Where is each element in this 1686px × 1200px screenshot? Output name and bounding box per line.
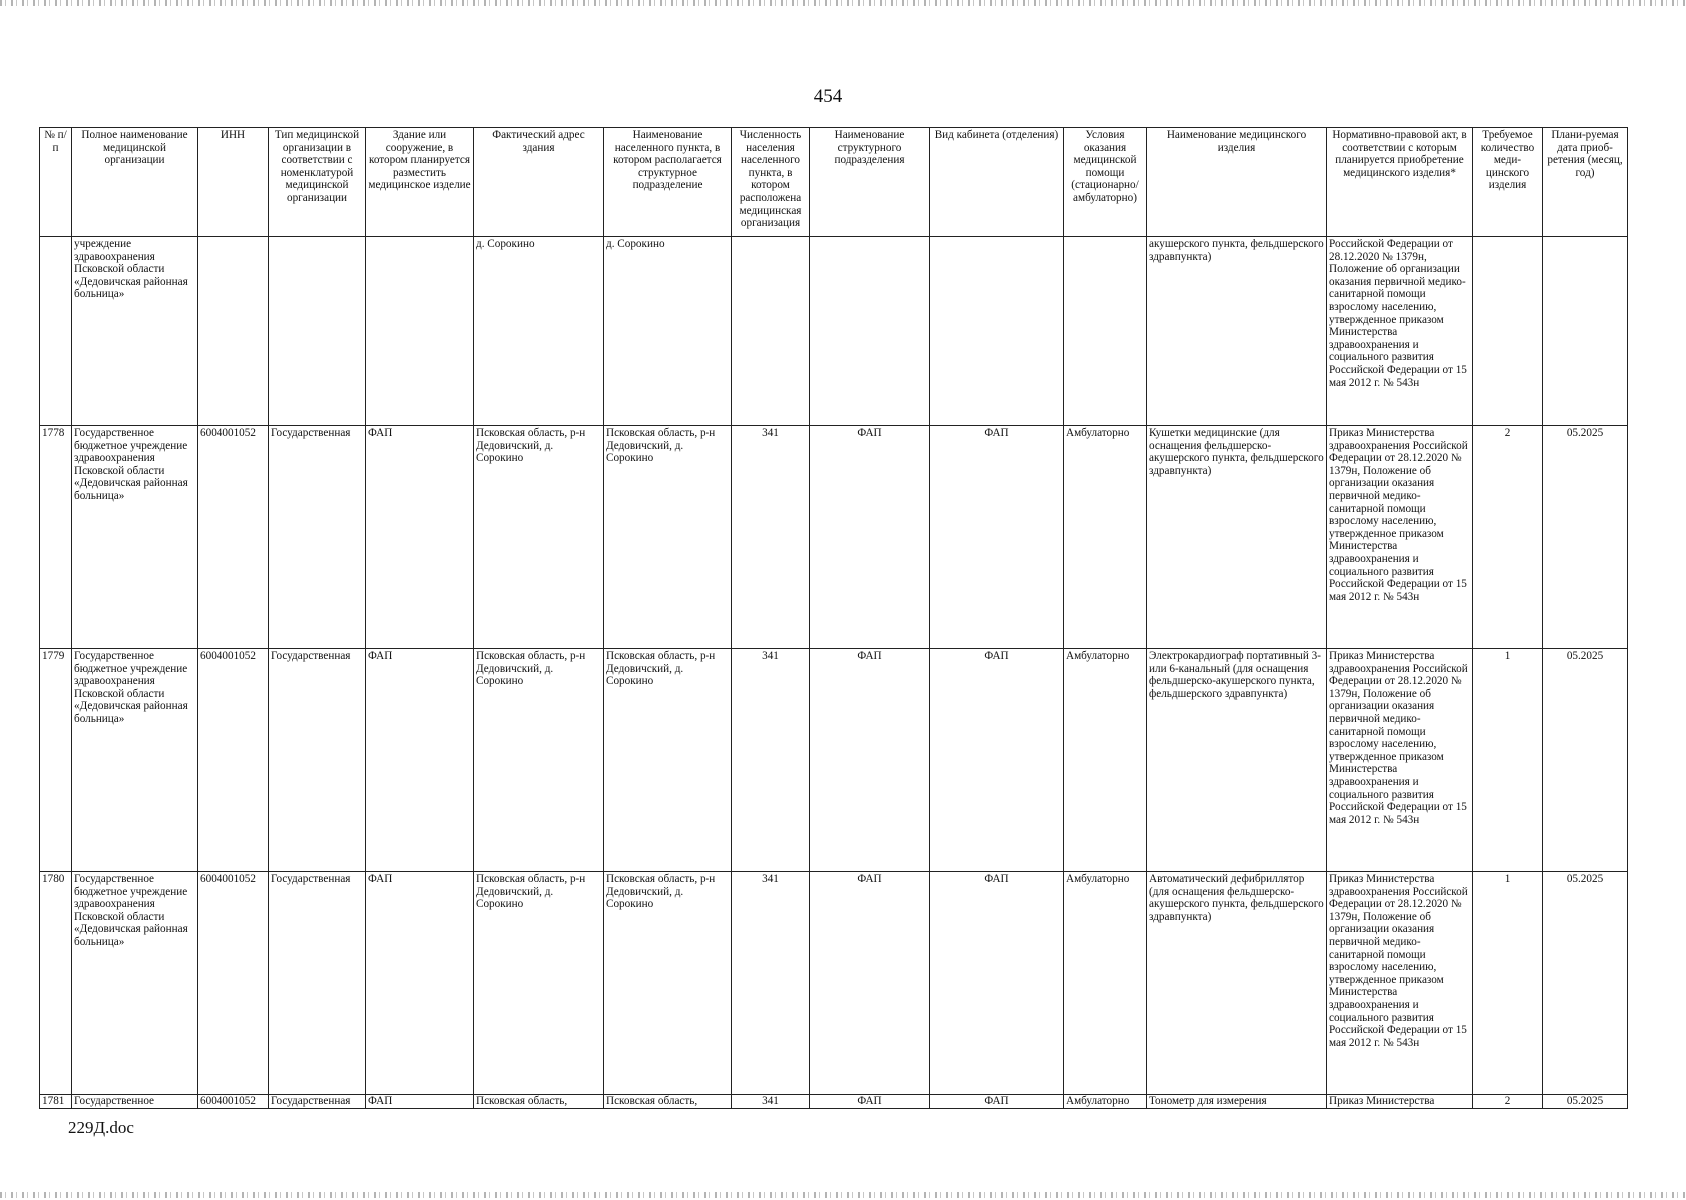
cell-qty: 2 (1473, 426, 1543, 649)
cell-unit: ФАП (810, 872, 930, 1095)
cell-type: Государственная (269, 426, 366, 649)
cell-num (40, 237, 72, 426)
header-type: Тип медицинской организации в соответствии с номенклатурой медицинской организации (269, 128, 366, 237)
cell-settlement: Псковская область, р-н Дедовичский, д. Сорокино (604, 426, 732, 649)
equipment-table (39, 127, 1628, 1109)
cell-qty: 1 (1473, 649, 1543, 872)
cell-building (366, 237, 474, 426)
cell-conditions: Амбулаторно (1064, 426, 1147, 649)
header-qty: Требуемое количество меди-цинского изделия (1473, 128, 1543, 237)
cell-type (269, 237, 366, 426)
cell-settlement: Псковская область, р-н Дедовичский, д. Сорокино (604, 649, 732, 872)
cell-building: ФАП (366, 426, 474, 649)
cell-population: 341 (732, 872, 810, 1095)
cell-conditions: Амбулаторно (1064, 649, 1147, 872)
page-number: 454 (813, 86, 843, 107)
header-building: Здание или сооружение, в котором планируется разместить медицинское изделие (366, 128, 474, 237)
header-cabinet: Вид кабинета (отделения) (930, 128, 1064, 237)
cell-cabinet: ФАП (930, 872, 1064, 1095)
header-date: Плани-руемая дата приоб-ретения (месяц, год) (1543, 128, 1628, 237)
cell-address: Псковская область, р-н Дедовичский, д. Сорокино (474, 426, 604, 649)
table-header-row (40, 128, 1628, 237)
cell-act: Приказ Министерства (1327, 1095, 1473, 1109)
cell-conditions (1064, 237, 1147, 426)
cell-inn: 6004001052 (198, 649, 269, 872)
cell-conditions: Амбулаторно (1064, 872, 1147, 1095)
header-address: Фактический адрес здания (474, 128, 604, 237)
cell-cabinet: ФАП (930, 426, 1064, 649)
cell-address: Псковская область, р-н Дедовичский, д. Сорокино (474, 649, 604, 872)
cell-building: ФАП (366, 1095, 474, 1109)
cell-unit: ФАП (810, 649, 930, 872)
cell-cabinet (930, 237, 1064, 426)
cell-unit: ФАП (810, 426, 930, 649)
cell-org: учреждение здравоохранения Псковской области «Дедовичская районная больница» (72, 237, 198, 426)
cell-building: ФАП (366, 649, 474, 872)
cell-type: Государственная (269, 649, 366, 872)
scan-edge-top (0, 0, 1686, 6)
scan-edge-bottom (0, 1192, 1686, 1198)
cell-population: 341 (732, 1095, 810, 1109)
cell-inn: 6004001052 (198, 1095, 269, 1109)
cell-device: Кушетки медицинские (для оснащения фельдшерско-акушерского пункта, фельдшерского здравпункта) (1147, 426, 1327, 649)
cell-date (1543, 237, 1628, 426)
cell-date: 05.2025 (1543, 872, 1628, 1095)
header-population: Численность населения населенного пункта, в котором расположена медицинская организация (732, 128, 810, 237)
cell-building: ФАП (366, 872, 474, 1095)
header-settlement: Наименование населенного пункта, в котором располагается структурное подразделение (604, 128, 732, 237)
cell-address: Псковская область, р-н Дедовичский, д. Сорокино (474, 872, 604, 1095)
cell-unit (810, 237, 930, 426)
header-org: Полное наименование медицинской организации (72, 128, 198, 237)
cell-inn (198, 237, 269, 426)
cell-inn: 6004001052 (198, 426, 269, 649)
cell-num: 1781 (40, 1095, 72, 1109)
cell-population: 341 (732, 426, 810, 649)
cell-conditions: Амбулаторно (1064, 1095, 1147, 1109)
table-row (40, 1095, 1628, 1109)
cell-date: 05.2025 (1543, 649, 1628, 872)
table-row (40, 237, 1628, 426)
document-filename: 229Д.doc (68, 1118, 134, 1137)
cell-act: Приказ Министерства здравоохранения Российской Федерации от 28.12.2020 № 1379н, Положение об организации оказания первичной медико-санитарной помощи взрослому населению, утвержденное приказом Министерства здравоохранения и социального развития Российской Федерации от 15 мая 2012 г. № 543н (1327, 426, 1473, 649)
cell-qty (1473, 237, 1543, 426)
cell-type: Государственная (269, 1095, 366, 1109)
cell-qty: 2 (1473, 1095, 1543, 1109)
header-unit: Наименование структурного подразделения (810, 128, 930, 237)
cell-settlement: д. Сорокино (604, 237, 732, 426)
cell-org: Государственное бюджетное учреждение здравоохранения Псковской области «Дедовичская районная больница» (72, 872, 198, 1095)
cell-device: Электрокардиограф портативный 3- или 6-канальный (для оснащения фельдшерско-акушерского пункта, фельдшерского здравпункта) (1147, 649, 1327, 872)
cell-act: Российской Федерации от 28.12.2020 № 1379н, Положение об организации оказания первичной медико-санитарной помощи взрослому населению, утвержденное приказом Министерства здравоохранения и социального развития Российской Федерации от 15 мая 2012 г. № 543н (1327, 237, 1473, 426)
header-inn: ИНН (198, 128, 269, 237)
cell-cabinet: ФАП (930, 1095, 1064, 1109)
cell-org: Государственное бюджетное учреждение здравоохранения Псковской области «Дедовичская районная больница» (72, 426, 198, 649)
cell-inn: 6004001052 (198, 872, 269, 1095)
cell-settlement: Псковская область, (604, 1095, 732, 1109)
cell-device: Автоматический дефибриллятор (для оснащения фельдшерско-акушерского пункта, фельдшерского здравпункта) (1147, 872, 1327, 1095)
cell-act: Приказ Министерства здравоохранения Российской Федерации от 28.12.2020 № 1379н, Положение об организации оказания первичной медико-санитарной помощи взрослому населению, утвержденное приказом Министерства здравоохранения и социального развития Российской Федерации от 15 мая 2012 г. № 543н (1327, 872, 1473, 1095)
table-row (40, 649, 1628, 872)
cell-device: Тонометр для измерения (1147, 1095, 1327, 1109)
cell-date: 05.2025 (1543, 1095, 1628, 1109)
cell-address: д. Сорокино (474, 237, 604, 426)
cell-qty: 1 (1473, 872, 1543, 1095)
cell-org: Государственное (72, 1095, 198, 1109)
header-num: № п/п (40, 128, 72, 237)
cell-num: 1778 (40, 426, 72, 649)
cell-device: акушерского пункта, фельдшерского здравпункта) (1147, 237, 1327, 426)
cell-population: 341 (732, 649, 810, 872)
cell-type: Государственная (269, 872, 366, 1095)
cell-unit: ФАП (810, 1095, 930, 1109)
cell-act: Приказ Министерства здравоохранения Российской Федерации от 28.12.2020 № 1379н, Положение об организации оказания первичной медико-санитарной помощи взрослому населению, утвержденное приказом Министерства здравоохранения и социального развития Российской Федерации от 15 мая 2012 г. № 543н (1327, 649, 1473, 872)
cell-num: 1780 (40, 872, 72, 1095)
cell-settlement: Псковская область, р-н Дедовичский, д. Сорокино (604, 872, 732, 1095)
cell-address: Псковская область, (474, 1095, 604, 1109)
header-conditions: Условия оказания медицинской помощи (стационарно/ амбулаторно) (1064, 128, 1147, 237)
cell-num: 1779 (40, 649, 72, 872)
cell-population (732, 237, 810, 426)
header-device: Наименование медицинского изделия (1147, 128, 1327, 237)
table-row (40, 872, 1628, 1095)
header-act: Нормативно-правовой акт, в соответствии с которым планируется приобретение медицинского изделия* (1327, 128, 1473, 237)
cell-date: 05.2025 (1543, 426, 1628, 649)
cell-cabinet: ФАП (930, 649, 1064, 872)
cell-org: Государственное бюджетное учреждение здравоохранения Псковской области «Дедовичская районная больница» (72, 649, 198, 872)
table-row (40, 426, 1628, 649)
